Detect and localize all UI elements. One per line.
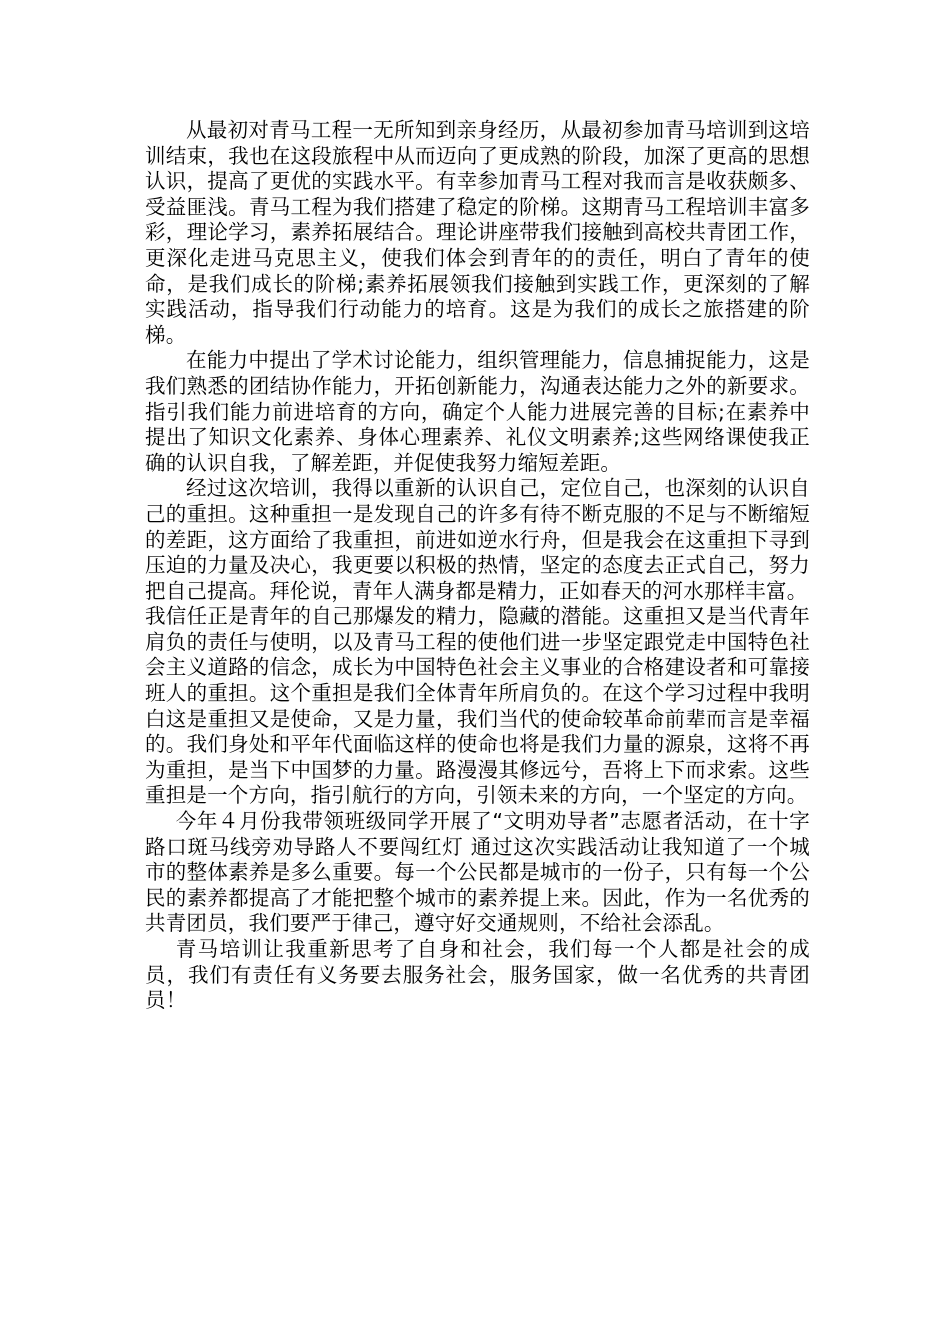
paragraph-4: 我信任正是青年的自己那爆发的精力，隐藏的潜能。这重担又是当代青年肩负的责任与使明，以及青马工程的使他们进一步坚定跟党走中国特色社会主义道路的信念，成长为中国特色社会主义事业的合格建设者和可靠接班人的重担。这个重担是我们全体青年所肩负的。在这个学习过程中我明白这是重担又是使命，又是力量，我们当代的使命较革命前辈而言是幸福的。我们身处和平年代面临这样的使命也将是我们力量的源泉，这将不再为重担，是当下中国梦的力量。路漫漫其修远兮，吾将上下而求索。这些重担是一个方向，指引航行的方向，引领未来的方向，一个坚定的方向。	[145, 604, 810, 808]
paragraph-3: 经过这次培训，我得以重新的认识自己，定位自己，也深刻的认识自己的重担。这种重担一是发现自己的许多有待不断克服的不足与不断缩短的差距，这方面给了我重担，前进如逆水行舟，但是我会在这重担下寻到压迫的力量及决心，我更要以积极的热情，坚定的态度去正式自己，努力把自己提高。拜伦说，青年人满身都是精力，正如春天的河水那样丰富。	[145, 476, 810, 603]
paragraph-6: 青马培训让我重新思考了自身和社会，我们每一个人都是社会的成员，我们有责任有义务要去服务社会，服务国家，做一名优秀的共青团员！	[145, 937, 810, 1013]
paragraph-2: 在能力中提出了学术讨论能力，组织管理能力，信息捕捉能力，这是我们熟悉的团结协作能力，开拓创新能力，沟通表达能力之外的新要求。指引我们能力前进培育的方向，确定个人能力进展完善的目标;在素养中提出了知识文化素养、身体心理素养、礼仪文明素养;这些网络课使我正确的认识自我，了解差距，并促使我努力缩短差距。	[145, 348, 810, 475]
paragraph-5: 今年４月份我带领班级同学开展了“文明劝导者”志愿者活动，在十字路口斑马线旁劝导路人不要闯红灯 通过这次实践活动让我知道了一个城市的整体素养是多么重要。每一个公民都是城市的一份子，只有每一个公民的素养都提高了才能把整个城市的素养提上来。因此，作为一名优秀的共青团员，我们要严于律己，遵守好交通规则，不给社会添乱。	[145, 809, 810, 936]
document-body	[145, 118, 810, 1014]
paragraph-1: 从最初对青马工程一无所知到亲身经历，从最初参加青马培训到这培训结束，我也在这段旅程中从而迈向了更成熟的阶段，加深了更高的思想认识，提高了更优的实践水平。有幸参加青马工程对我而言是收获颇多、受益匪浅。青马工程为我们搭建了稳定的阶梯。这期青马工程培训丰富多彩，理论学习，素养拓展结合。理论讲座带我们接触到高校共青团工作，更深化走进马克思主义，使我们体会到青年的的责任，明白了青年的使命，是我们成长的阶梯;素养拓展领我们接触到实践工作，更深刻的了解实践活动，指导我们行动能力的培育。这是为我们的成长之旅搭建的阶梯。	[145, 118, 810, 347]
